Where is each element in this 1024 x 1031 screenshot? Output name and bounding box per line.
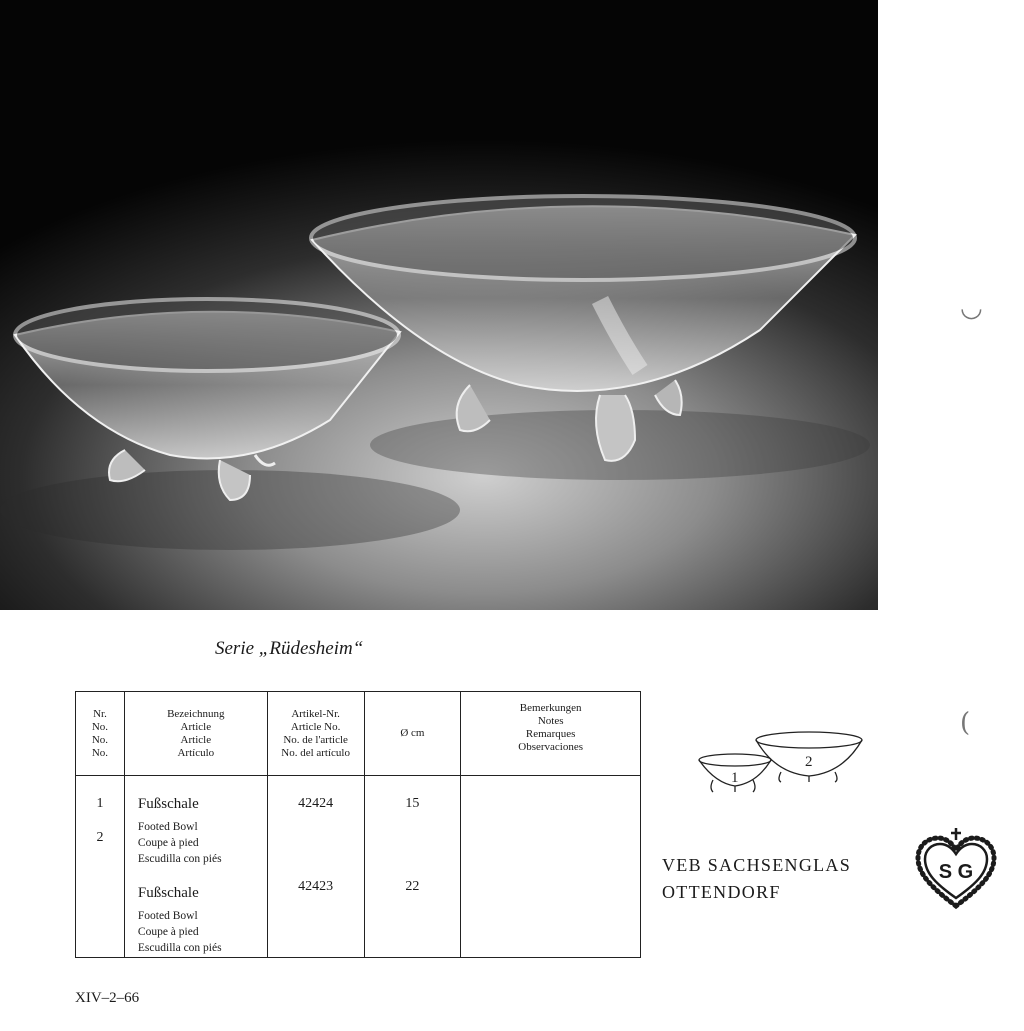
article-number: 42423 xyxy=(298,879,334,894)
header-article-no: Artikel-Nr. Article No. No. de l'article No. del artículo xyxy=(267,692,364,776)
article-name-fr: Coupe à pied xyxy=(137,926,199,938)
page-code: XIV–2–66 xyxy=(75,990,140,1006)
heart-logo-icon xyxy=(912,828,1000,910)
article-name-es: Escudilla con piés xyxy=(137,853,222,865)
article-name-en: Footed Bowl xyxy=(137,910,198,922)
article-name-en: Footed Bowl xyxy=(137,821,198,833)
sketch-label-1: 1 xyxy=(731,770,739,786)
article-name-de: Fußschale xyxy=(137,885,199,901)
notes-cell xyxy=(461,776,641,958)
header-notes: Bemerkungen Notes Remarques Observaciones xyxy=(461,692,641,776)
small-bowl xyxy=(15,299,400,500)
header-diameter: Ø cm xyxy=(364,692,461,776)
header-nr: Nr. No. No. No. xyxy=(76,692,125,776)
svg-text:S G: S G xyxy=(938,861,974,883)
company-line-1: VEB SACHSENGLAS xyxy=(662,855,852,875)
table-row xyxy=(76,776,641,958)
article-name-fr: Coupe à pied xyxy=(137,837,199,849)
article-name-es: Escudilla con piés xyxy=(137,942,222,954)
bowls-sketch xyxy=(695,728,870,798)
company-name xyxy=(662,852,851,906)
sketch-label-2: 2 xyxy=(805,754,813,770)
article-name-de: Fußschale xyxy=(137,796,199,812)
row-nr: 1 xyxy=(96,796,104,811)
diameter-value: 15 xyxy=(405,796,420,811)
spec-table xyxy=(75,691,641,958)
row-nr: 2 xyxy=(96,830,104,845)
margin-mark: ◡ xyxy=(960,293,983,323)
margin-mark: ( xyxy=(960,708,971,738)
series-title: Serie „Rüdesheim“ xyxy=(215,638,364,659)
article-number: 42424 xyxy=(298,796,334,811)
header-article: Bezeichnung Article Article Artículo xyxy=(124,692,267,776)
company-line-2: OTTENDORF xyxy=(662,882,781,902)
diameter-value: 22 xyxy=(405,879,420,894)
